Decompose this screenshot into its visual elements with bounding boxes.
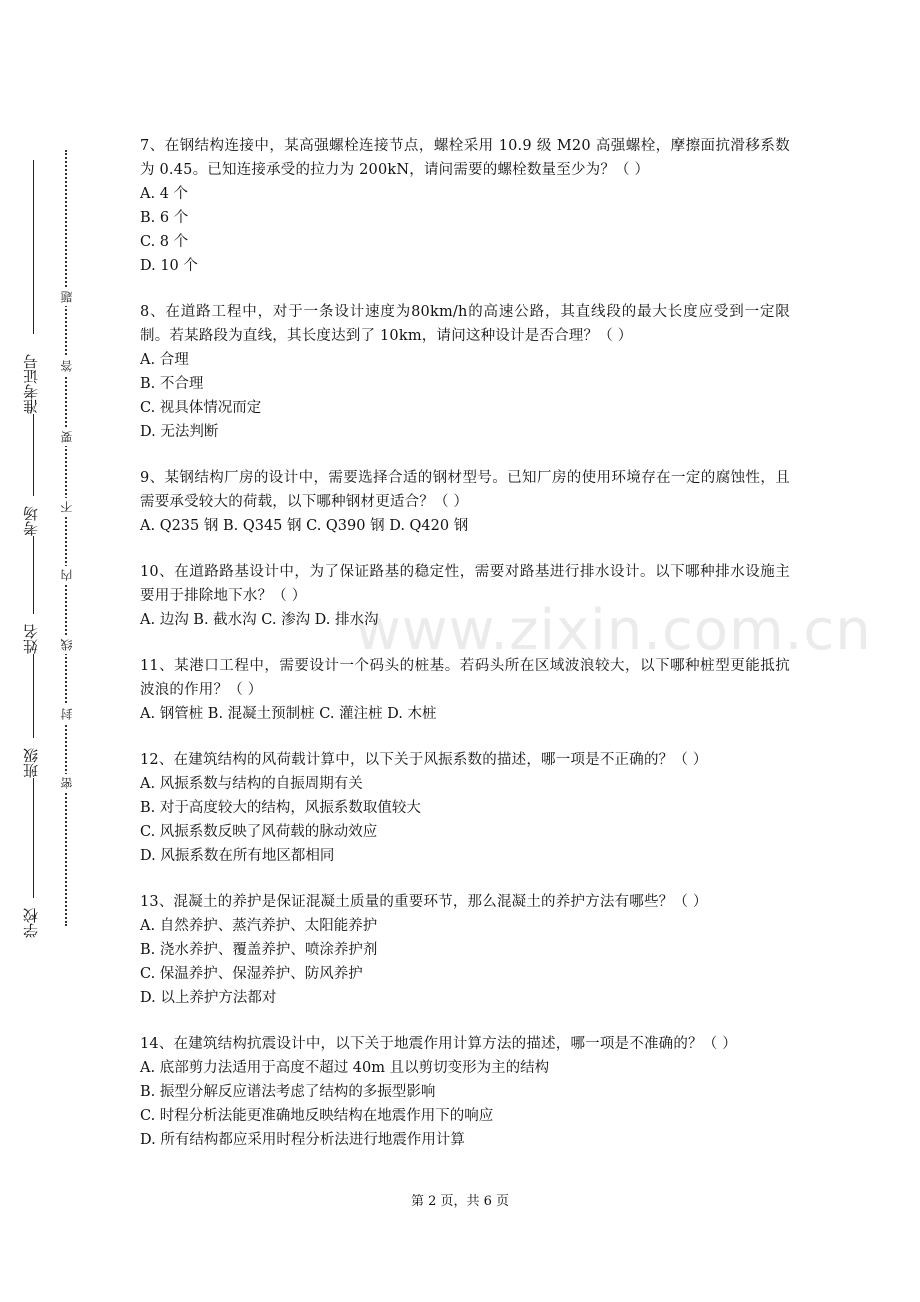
question-stem: 10、在道路路基设计中，为了保证路基的稳定性，需要对路基进行排水设计。以下哪种排水设施主要用于排除地下水？（ ） [140,564,790,604]
field-line-name [33,536,34,614]
option-a: A. 自然养护、蒸汽养护、太阳能养护 [140,918,378,934]
field-label-name: 姓名 [20,614,50,654]
option-a: A. 底部剪力法适用于高度不超过 40m 且以剪切变形为主的结构 [140,1060,550,1076]
field-line-class [33,654,34,738]
question-9 [140,466,790,538]
page-number: 第 2 页，共 6 页 [410,1194,510,1209]
option-b: B. 振型分解反应谱法考虑了结构的多振型影响 [140,1084,436,1100]
options-inline: A. 钢管桩 B. 混凝土预制桩 C. 灌注桩 D. 木桩 [140,706,437,722]
question-stem: 14、在建筑结构抗震设计中，以下关于地震作用计算方法的描述，哪一项是不准确的？（ ） [140,1036,737,1052]
option-c: C. 8 个 [140,234,189,250]
option-b: B. 6 个 [140,210,189,226]
field-label-exam-room: 考场 [20,496,50,536]
seal-char: 密 [58,774,75,792]
seal-char: 题 [58,288,75,306]
option-b: B. 不合理 [140,376,204,392]
question-stem: 12、在建筑结构的风荷载计算中，以下关于风振系数的描述，哪一项是不正确的？（ ） [140,752,708,768]
option-c: C. 时程分析法能更准确地反映结构在地震作用下的响应 [140,1108,494,1124]
watermark: www.zixin.com.cn [355,598,872,663]
field-label-exam-id: 准考证号 [20,334,50,414]
field-label-class: 班级 [20,738,50,778]
question-list [140,134,790,1174]
seal-char: 线 [58,636,75,654]
option-d: D. 所有结构都应采用时程分析法进行地震作用计算 [140,1132,465,1148]
option-d: D. 无法判断 [140,424,219,440]
seal-char: 封 [58,705,75,723]
field-line-exam-id [33,160,34,340]
seal-dotted-line [65,150,67,926]
seal-char: 不 [58,498,75,516]
options-inline: A. 边沟 B. 截水沟 C. 渗沟 D. 排水沟 [140,612,379,628]
seal-char: 答 [58,357,75,375]
question-stem: 8、在道路工程中，对于一条设计速度为80km/h的高速公路，其直线段的最大长度应受到一定限制。若某路段为直线，其长度达到了 10km，请问这种设计是否合理？（ ） [140,304,790,344]
option-d: D. 以上养护方法都对 [140,990,277,1006]
option-d: D. 风振系数在所有地区都相同 [140,848,335,864]
option-a: A. 合理 [140,352,189,368]
option-c: C. 保温养护、保湿养护、防风养护 [140,966,363,982]
question-10 [140,560,790,632]
field-line-school [33,778,34,898]
option-a: A. 4 个 [140,186,189,202]
option-b: B. 浇水养护、覆盖养护、喷涂养护剂 [140,942,378,958]
question-14 [140,1032,790,1152]
seal-char: 要 [58,428,75,446]
field-label-school: 学校 [20,898,50,938]
question-7 [140,134,790,278]
option-b: B. 对于高度较大的结构，风振系数取值较大 [140,800,421,816]
option-a: A. 风振系数与结构的自振周期有关 [140,776,363,792]
seal-char: 内 [58,566,75,584]
question-11 [140,654,790,726]
question-stem: 11、某港口工程中，需要设计一个码头的桩基。若码头所在区域波浪较大，以下哪种桩型更能抵抗波浪的作用？（ ） [140,658,790,698]
question-13 [140,890,790,1010]
question-stem: 9、某钢结构厂房的设计中，需要选择合适的钢材型号。已知厂房的使用环境存在一定的腐蚀性，且需要承受较大的荷载，以下哪种钢材更适合？（ ） [140,470,790,510]
question-stem: 13、混凝土的养护是保证混凝土质量的重要环节，那么混凝土的养护方法有哪些？（ ） [140,894,708,910]
option-d: D. 10 个 [140,258,198,274]
options-inline: A. Q235 钢 B. Q345 钢 C. Q390 钢 D. Q420 钢 [140,518,469,534]
field-line-exam-room [33,414,34,496]
option-c: C. 视具体情况而定 [140,400,262,416]
question-8 [140,300,790,444]
option-c: C. 风振系数反映了风荷载的脉动效应 [140,824,378,840]
question-stem: 7、在钢结构连接中，某高强螺栓连接节点，螺栓采用 10.9 级 M20 高强螺栓，摩擦面抗滑移系数为 0.45。已知连接承受的拉力为 200kN，请问需要的螺栓数量至少为？（ ） [140,138,790,178]
question-12 [140,748,790,868]
